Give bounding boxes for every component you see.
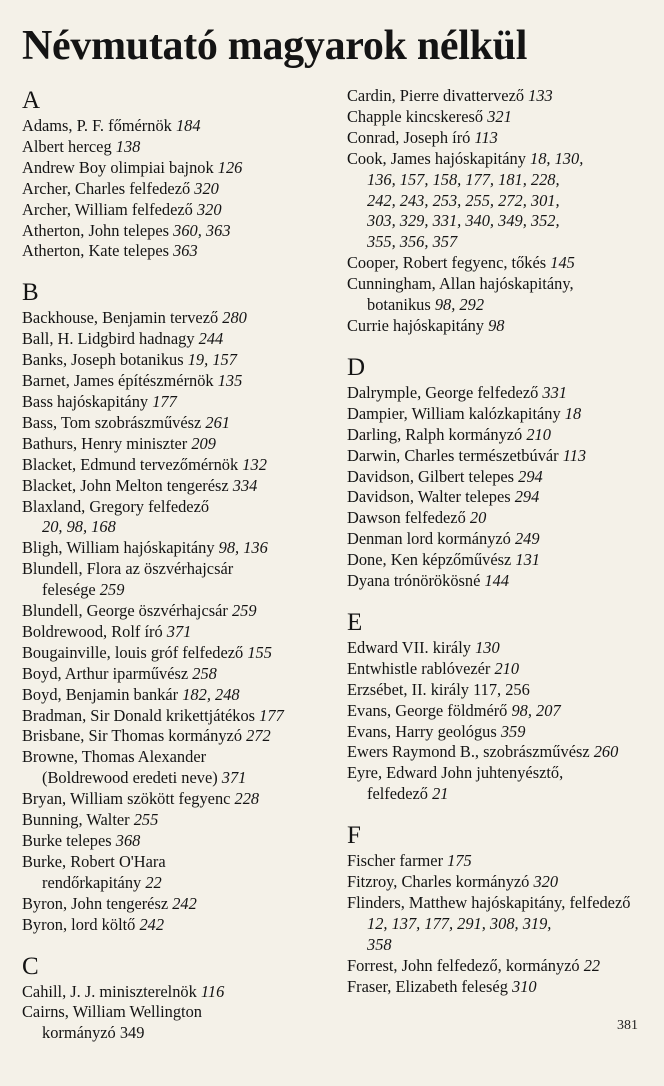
entry-pages: 294 [514, 487, 540, 507]
entry-pages: 155 [247, 642, 272, 662]
entry-line [22, 559, 332, 580]
entry-line [22, 497, 332, 518]
index-entry [347, 107, 657, 128]
entry-pages: 116 [200, 981, 225, 1001]
section-gap [22, 262, 332, 276]
entry-pages: 280 [222, 308, 247, 328]
entry-line [22, 706, 332, 727]
index-entry [347, 893, 657, 956]
index-entry [22, 747, 332, 789]
entry-line [22, 810, 332, 831]
entry-name: Blacket, John Melton tengerész [22, 475, 233, 495]
entry-pages: 98, 207 [511, 700, 561, 720]
entry-name: Bradman, Sir Donald krikettjátékos [22, 705, 260, 725]
index-entry [22, 137, 332, 158]
entry-line [22, 664, 332, 685]
entry-line [347, 638, 657, 659]
entry-line [22, 915, 332, 936]
entry-name: Fischer farmer [347, 851, 448, 871]
entry-line [22, 221, 332, 242]
index-column-left [22, 86, 332, 1044]
index-entry [22, 392, 332, 413]
entry-line [347, 274, 657, 295]
entry-name: Conrad, Joseph író [347, 127, 475, 147]
entry-pages: 209 [191, 433, 216, 453]
entry-line [22, 179, 332, 200]
page-title: Névmutató magyarok nélkül [22, 23, 528, 69]
index-entry [22, 915, 332, 936]
entry-name: Evans, Harry geológus [347, 721, 501, 741]
entry-pages: 294 [518, 466, 543, 486]
entry-name: Cahill, J. J. miniszterelnök [22, 981, 201, 1001]
index-entry [22, 221, 332, 242]
entry-pages: 331 [542, 382, 567, 402]
entry-line [22, 241, 332, 262]
entry-name: Barnet, James építészmérnök [22, 371, 218, 391]
index-entry [347, 446, 657, 467]
index-entry [347, 742, 657, 763]
index-entry [22, 413, 332, 434]
index-entry [347, 274, 657, 316]
entry-name: Dyana trónörökösné [347, 571, 485, 591]
entry-name: Erzsébet, II. király [347, 679, 474, 699]
index-column-right [347, 86, 657, 998]
entry-pages: 136, 157, 158, 177, 181, 228, [367, 169, 560, 189]
index-entry [347, 977, 657, 998]
entry-line [22, 329, 332, 350]
entry-pages: 320 [194, 178, 219, 198]
entry-line [22, 789, 332, 810]
section-letter: D [347, 353, 366, 381]
entry-name: Ewers Raymond B., szobrászművész [347, 742, 594, 762]
entry-pages: 210 [526, 424, 551, 444]
entry-name: Backhouse, Benjamin tervező [22, 308, 223, 328]
entry-name: Atherton, Kate telepes [22, 241, 174, 261]
entry-pages: 98, 292 [434, 295, 485, 315]
entry-pages: 98 [488, 315, 505, 335]
entry-name: Archer, Charles felfedező [22, 178, 195, 198]
entry-line [347, 956, 657, 977]
entry-line [347, 529, 657, 550]
index-entry [22, 894, 332, 915]
index-entry [347, 956, 657, 977]
entry-name: Archer, William felfedező [22, 199, 197, 219]
index-entry [22, 308, 332, 329]
entry-name: Blacket, Edmund tervezőmérnök [22, 454, 243, 474]
entry-name: Bass hajóskapitány [22, 391, 153, 411]
entry-continuation [347, 784, 657, 805]
entry-name: Dawson felfedező [347, 508, 470, 528]
index-entry [22, 350, 332, 371]
entry-name: Adams, P. F. főmérnök [22, 116, 176, 135]
entry-name: Cook, James hajóskapitány [347, 148, 531, 168]
entry-name: Boldrewood, Rolf író [22, 621, 167, 641]
entry-line [22, 747, 332, 768]
index-entry [22, 538, 332, 559]
entry-line [22, 116, 332, 137]
entry-continuation [347, 935, 657, 956]
index-entry [347, 149, 657, 254]
entry-pages: 371 [166, 621, 192, 641]
entry-pages: 261 [205, 412, 230, 432]
index-entry [347, 571, 657, 592]
entry-line [347, 550, 657, 571]
index-entry [22, 371, 332, 392]
index-entry [22, 622, 332, 643]
entry-pages: 175 [447, 851, 472, 871]
entry-pages: 303, 329, 331, 340, 349, 352, [367, 211, 560, 231]
index-entry [22, 158, 332, 179]
entry-continuation [22, 873, 332, 894]
entry-name: Burke, Robert O'Hara [22, 851, 166, 871]
entry-line [22, 643, 332, 664]
entry-name: Fraser, Elizabeth feleség [347, 976, 512, 996]
entry-name: Fitzroy, Charles kormányzó [347, 872, 534, 892]
entry-line [22, 434, 332, 455]
entry-pages: 321 [487, 106, 512, 126]
entry-name: Blundell, Flora az öszvérhajcsár [22, 559, 234, 579]
index-entry [347, 383, 657, 404]
entry-name: Flinders, Matthew hajóskapitány, felfedező [347, 893, 631, 912]
entry-name: Boyd, Benjamin bankár [22, 684, 183, 704]
entry-name: Byron, John tengerész [22, 893, 173, 913]
entry-name: Banks, Joseph botanikus [22, 350, 188, 370]
entry-line [22, 685, 332, 706]
entry-pages: 113 [474, 127, 498, 147]
index-entry [347, 425, 657, 446]
entry-name: Chapple kincskereső [347, 106, 488, 126]
entry-pages: 360, 363 [173, 220, 231, 240]
entry-pages: 249 [514, 529, 540, 549]
entry-line [347, 253, 657, 274]
index-entry [22, 559, 332, 601]
entry-name: felfedező [367, 784, 433, 804]
entry-pages: 255 [133, 810, 159, 830]
entry-pages: 349 [119, 1023, 145, 1043]
entry-continuation [22, 517, 332, 538]
index-entry [22, 982, 332, 1003]
index-entry [22, 810, 332, 831]
section-letter: F [347, 822, 361, 850]
entry-line [347, 701, 657, 722]
entry-line [347, 316, 657, 337]
entry-name: Burke telepes [22, 831, 116, 850]
entry-name: Cooper, Robert fegyenc, tőkés [347, 253, 551, 273]
entry-name: Dalrymple, George felfedező [347, 382, 543, 402]
entry-name: Albert herceg [22, 136, 116, 156]
entry-line [347, 851, 657, 872]
index-entry [22, 685, 332, 706]
section-letter: B [22, 279, 39, 307]
entry-name: felesége [42, 580, 100, 600]
entry-pages: 98, 136 [218, 538, 268, 558]
entry-pages: 258 [192, 663, 217, 683]
entry-pages: 359 [500, 721, 526, 741]
entry-name: Darling, Ralph kormányzó [347, 424, 527, 444]
entry-pages: 138 [115, 136, 141, 156]
entry-name: Ball, H. Lidgbird hadnagy [22, 329, 199, 349]
entry-pages: 368 [115, 831, 141, 850]
entry-name: Eyre, Edward John juhtenyésztő, [347, 763, 564, 783]
entry-pages: 242, 243, 253, 255, 272, 301, [367, 190, 560, 210]
entry-pages: 184 [175, 116, 201, 135]
entry-name: rendőrkapitány [42, 872, 146, 892]
entry-continuation [347, 232, 657, 253]
index-entry [22, 643, 332, 664]
entry-line [347, 872, 657, 893]
entry-pages: 22 [145, 872, 162, 892]
entry-continuation [347, 170, 657, 191]
entry-name: Atherton, John telepes [22, 220, 174, 240]
entry-line [22, 371, 332, 392]
entry-line [347, 742, 657, 763]
section-letter: E [347, 608, 363, 636]
entry-pages: 371 [221, 768, 247, 788]
entry-pages: 244 [198, 329, 224, 349]
entry-name: Bathurs, Henry miniszter [22, 433, 192, 453]
entry-continuation [22, 768, 332, 789]
entry-name: botanikus [367, 295, 435, 315]
index-entry [22, 434, 332, 455]
entry-pages: 12, 137, 177, 291, 308, 319, [367, 913, 552, 933]
entry-pages: 310 [512, 976, 537, 996]
entry-line [347, 763, 657, 784]
section-letter: C [22, 952, 39, 980]
section-gap [22, 936, 332, 950]
index-entry [22, 116, 332, 137]
entry-continuation [347, 914, 657, 935]
entry-name: Bougainville, louis gróf felfedező [22, 642, 248, 662]
entry-pages: 259 [231, 601, 257, 621]
entry-line [22, 158, 332, 179]
entry-line [347, 680, 657, 701]
entry-pages: 228 [234, 789, 260, 809]
entry-pages: 21 [432, 784, 449, 804]
entry-pages: 130 [475, 637, 500, 657]
index-entry [347, 680, 657, 701]
index-entry [347, 550, 657, 571]
entry-line [347, 467, 657, 488]
index-entry [347, 487, 657, 508]
entry-line [347, 487, 657, 508]
entry-pages: 320 [196, 199, 222, 219]
entry-pages: 126 [217, 157, 243, 177]
entry-line [22, 308, 332, 329]
index-entry [347, 253, 657, 274]
entry-line [347, 425, 657, 446]
index-entry [22, 476, 332, 497]
index-entry [347, 404, 657, 425]
entry-line [347, 571, 657, 592]
entry-line [347, 722, 657, 743]
entry-name: Bunning, Walter [22, 810, 134, 830]
entry-pages: 117, 256 [473, 679, 530, 699]
entry-name: Davidson, Walter telepes [347, 487, 515, 507]
index-entry [22, 455, 332, 476]
index-entry [347, 659, 657, 680]
entry-line [347, 383, 657, 404]
index-entry [347, 86, 657, 107]
entry-name: Cardin, Pierre divattervező [347, 86, 529, 105]
entry-line [22, 413, 332, 434]
entry-pages: 358 [367, 934, 392, 954]
entry-line [22, 852, 332, 873]
entry-pages: 320 [533, 872, 559, 892]
index-entry [22, 179, 332, 200]
entry-continuation [347, 295, 657, 316]
entry-line [22, 831, 332, 852]
entry-line [22, 476, 332, 497]
entry-line [22, 538, 332, 559]
index-entry [22, 706, 332, 727]
section-letter: A [22, 87, 41, 114]
entry-name: Forrest, John felfedező, kormányzó [347, 955, 584, 975]
entry-pages: 363 [173, 241, 198, 261]
entry-pages: 20 [469, 508, 487, 528]
entry-line [22, 982, 332, 1003]
entry-pages: 272 [246, 726, 271, 746]
entry-line [347, 893, 657, 914]
entry-line [347, 149, 657, 170]
index-entry [347, 467, 657, 488]
entry-line [22, 137, 332, 158]
entry-name: kormányzó [42, 1023, 120, 1043]
entry-pages: 19, 157 [187, 350, 237, 370]
index-entry [347, 529, 657, 550]
entry-line [347, 508, 657, 529]
entry-name: Denman lord kormányzó [347, 529, 515, 549]
entry-pages: 113 [562, 445, 587, 465]
entry-name: Brisbane, Sir Thomas kormányzó [22, 726, 247, 746]
entry-name: Edward VII. király [347, 637, 476, 657]
entry-line [22, 392, 332, 413]
entry-line [347, 659, 657, 680]
entry-pages: 131 [515, 550, 540, 570]
index-entry [347, 508, 657, 529]
entry-line [22, 1002, 332, 1023]
entry-line [22, 350, 332, 371]
index-entry [347, 316, 657, 337]
index-entry [347, 638, 657, 659]
index-entry [347, 128, 657, 149]
entry-line [22, 455, 332, 476]
entry-pages: 210 [494, 658, 520, 678]
entry-pages: 182, 248 [182, 684, 240, 704]
entry-pages: 135 [217, 371, 243, 391]
index-entry [22, 789, 332, 810]
entry-pages: 177 [152, 391, 177, 411]
entry-line [22, 601, 332, 622]
entry-pages: 20, 98, 168 [42, 517, 116, 537]
entry-name: Cunningham, Allan hajóskapitány, [347, 274, 574, 294]
index-entry [347, 701, 657, 722]
entry-line [22, 200, 332, 221]
section-gap [347, 805, 657, 819]
entry-name: Currie hajóskapitány [347, 315, 489, 335]
entry-pages: 18 [564, 403, 582, 423]
entry-name: Bass, Tom szobrászművész [22, 412, 206, 432]
entry-line [347, 977, 657, 998]
entry-pages: 242 [139, 914, 165, 934]
index-entry [347, 851, 657, 872]
entry-line [347, 446, 657, 467]
index-entry [22, 200, 332, 221]
entry-pages: 242 [172, 893, 197, 913]
entry-name: Blundell, George öszvérhajcsár [22, 601, 232, 621]
page-number: 381 [617, 1018, 638, 1033]
entry-name: Dampier, William kalózkapitány [347, 403, 565, 423]
entry-line [347, 404, 657, 425]
index-entry [22, 241, 332, 262]
entry-line [22, 726, 332, 747]
entry-name: (Boldrewood eredeti neve) [42, 768, 222, 788]
entry-name: Done, Ken képzőművész [347, 550, 516, 570]
entry-pages: 355, 356, 357 [367, 232, 458, 252]
entry-name: Entwhistle rablóvezér [347, 658, 495, 678]
entry-pages: 132 [242, 454, 267, 474]
section-gap [347, 592, 657, 606]
entry-line [347, 86, 657, 107]
entry-pages: 145 [550, 253, 575, 273]
entry-pages: 133 [528, 86, 553, 105]
entry-name: Bligh, William hajóskapitány [22, 538, 219, 558]
entry-continuation [347, 211, 657, 232]
entry-pages: 259 [99, 580, 125, 600]
index-entry [22, 726, 332, 747]
entry-pages: 177 [259, 705, 284, 725]
entry-name: Blaxland, Gregory felfedező [22, 496, 210, 516]
entry-continuation [22, 580, 332, 601]
entry-line [347, 107, 657, 128]
entry-line [22, 622, 332, 643]
index-entry [347, 872, 657, 893]
entry-line [22, 894, 332, 915]
entry-name: Bryan, William szökött fegyenc [22, 789, 235, 809]
entry-pages: 334 [232, 475, 258, 495]
entry-pages: 18, 130, [530, 148, 584, 168]
entry-name: Darwin, Charles természetbúvár [347, 445, 563, 465]
index-entry [22, 329, 332, 350]
index-entry [347, 763, 657, 805]
index-entry [22, 497, 332, 539]
entry-name: Byron, lord költő [22, 914, 140, 934]
entry-name: Browne, Thomas Alexander [22, 747, 207, 767]
index-entry [22, 601, 332, 622]
index-entry [22, 664, 332, 685]
index-entry [22, 1002, 332, 1044]
entry-pages: 144 [484, 571, 510, 591]
entry-pages: 22 [583, 955, 601, 975]
index-entry [22, 852, 332, 894]
entry-name: Davidson, Gilbert telepes [347, 466, 519, 486]
entry-name: Boyd, Arthur iparművész [22, 663, 193, 683]
entry-pages: 260 [593, 742, 619, 762]
section-gap [347, 337, 657, 351]
entry-name: Andrew Boy olimpiai bajnok [22, 157, 218, 177]
entry-line [347, 128, 657, 149]
index-entry [347, 722, 657, 743]
entry-name: Cairns, William Wellington [22, 1002, 202, 1022]
entry-name: Evans, George földmérő [347, 700, 512, 720]
index-entry [22, 831, 332, 852]
entry-continuation [347, 191, 657, 212]
